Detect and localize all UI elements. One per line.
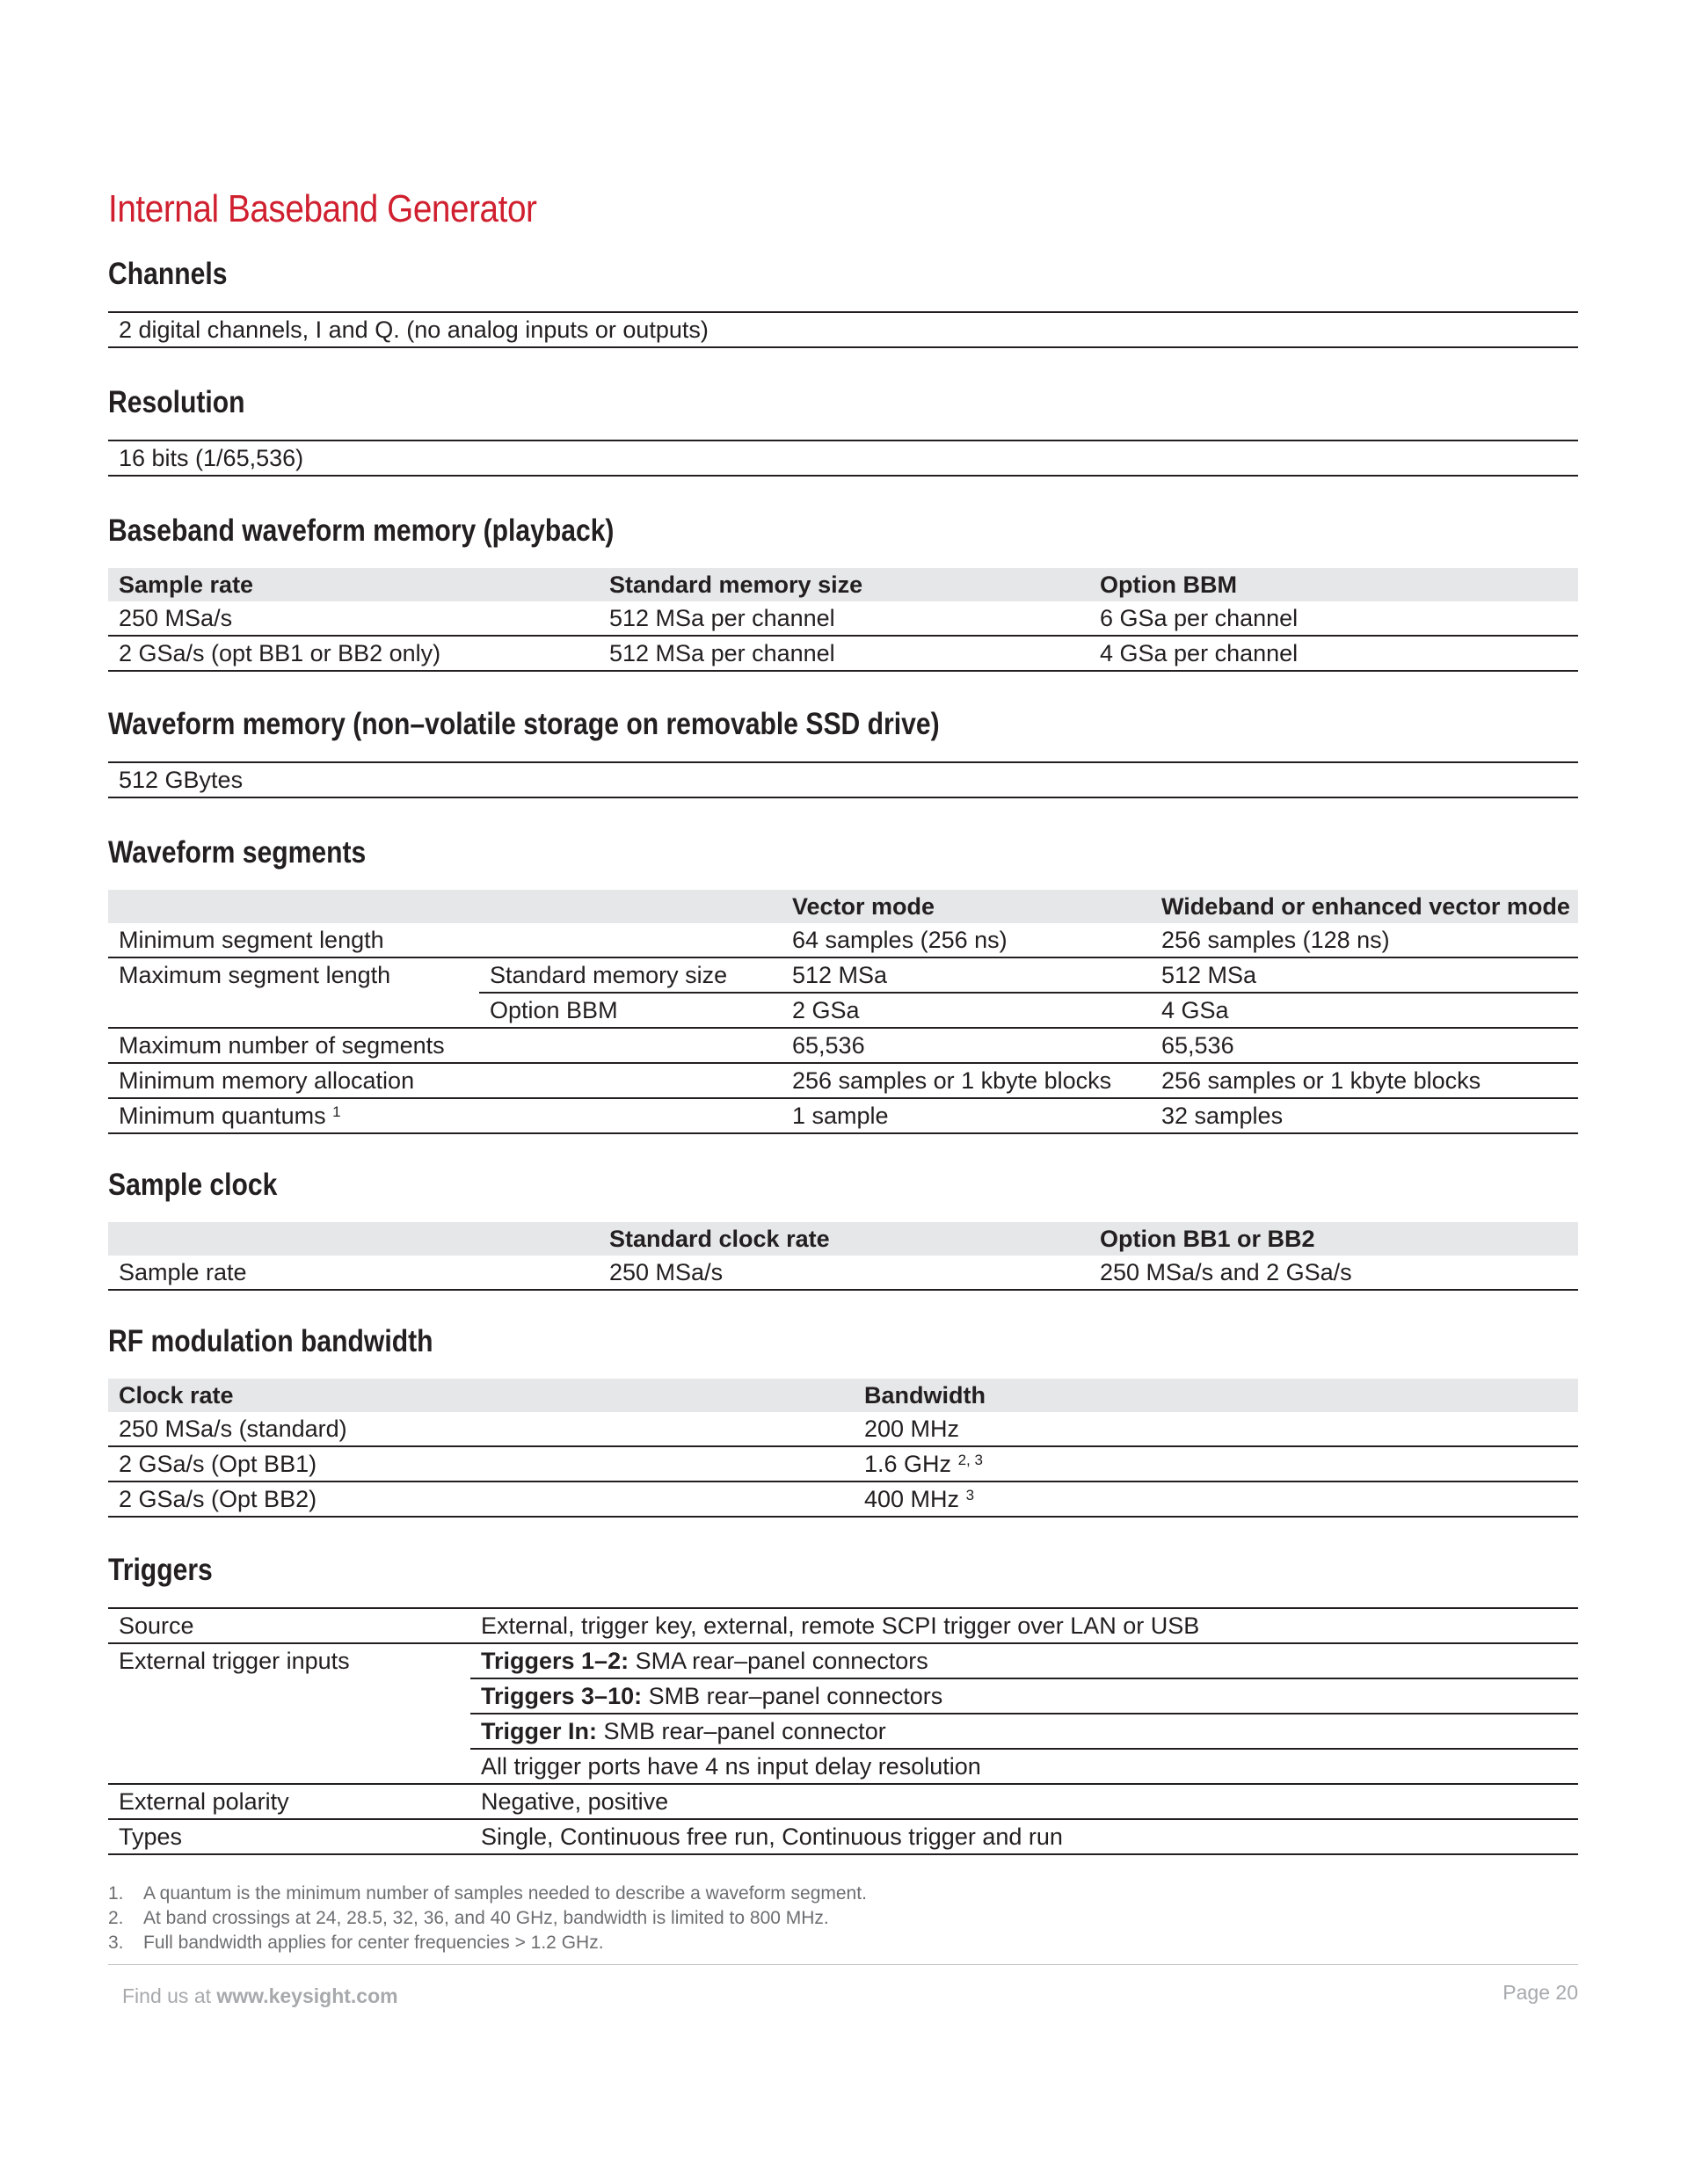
table-row: [108, 1784, 1578, 1819]
row-label: Types: [119, 1824, 183, 1850]
baseband-memory-table: [108, 568, 1578, 672]
wideband-cell: 512 MSa: [1151, 957, 1578, 993]
row-label: Minimum segment length: [108, 923, 479, 957]
footnote-ref: 3: [965, 1487, 975, 1503]
sample-clock-heading: Sample clock: [108, 1168, 278, 1202]
waveform-memory-table: [108, 761, 1578, 798]
table-row: [108, 1412, 1578, 1446]
table-cell: 1.6 GHz $^{2, 3}$: [864, 1451, 983, 1477]
table-row: [108, 993, 1578, 1028]
row-sub: Standard memory size: [479, 957, 782, 993]
vector-cell: 256 samples or 1 kbyte blocks: [782, 1063, 1151, 1098]
row-sub: [479, 923, 782, 957]
row-sub: [479, 1063, 782, 1098]
table-row: [108, 1446, 1578, 1481]
column-header-vector: Vector mode: [792, 893, 935, 920]
channels-table: [108, 311, 1578, 348]
table-cell: 200 MHz: [864, 1416, 960, 1442]
table-row: [108, 923, 1578, 957]
segments-section: [108, 834, 1578, 1134]
table-row: [108, 1063, 1578, 1098]
channels-value: 2 digital channels, I and Q. (no analog inputs or outputs): [119, 317, 709, 343]
table-row: [108, 1028, 1578, 1063]
table-row: [108, 1608, 1578, 1643]
footnotes: [108, 1882, 1578, 1955]
row-label: External polarity: [119, 1788, 289, 1815]
footnote-ref: 1: [332, 1103, 341, 1120]
segments-table: [108, 890, 1578, 1134]
waveform-memory-value: 512 GBytes: [119, 767, 244, 793]
table-header-row: [108, 1222, 1578, 1256]
row-label: Source: [119, 1613, 194, 1639]
table-row: [108, 1714, 1578, 1749]
table-row: [108, 1098, 1578, 1133]
wideband-cell: 32 samples: [1151, 1098, 1578, 1133]
table-cell: 250 MSa/s: [609, 1259, 724, 1285]
vector-cell: 2 GSa: [782, 993, 1151, 1028]
sample-clock-table: [108, 1222, 1578, 1291]
footer: [108, 1981, 1578, 2020]
table-cell: Trigger In: SMB rear–panel connector: [470, 1714, 1578, 1749]
column-header: Standard memory size: [609, 571, 863, 598]
channels-heading: Channels: [108, 257, 228, 291]
vector-cell: 64 samples (256 ns): [782, 923, 1151, 957]
table-cell: 250 MSa/s: [119, 605, 233, 631]
table-cell: 4 GSa per channel: [1100, 640, 1299, 666]
table-cell: 2 GSa/s (Opt BB1): [119, 1451, 317, 1477]
column-header-clock: Clock rate: [119, 1382, 234, 1409]
table-row: [108, 1749, 1578, 1784]
table-row: [108, 1256, 1578, 1290]
triggers-section: [108, 1551, 1578, 1855]
row-label: Sample rate: [119, 1259, 247, 1285]
column-header-option: Option BB1 or BB2: [1100, 1226, 1315, 1252]
table-row: [108, 1678, 1578, 1714]
table-cell: 250 MSa/s and 2 GSa/s: [1100, 1259, 1352, 1285]
table-row: [108, 636, 1578, 671]
wideband-cell: 65,536: [1151, 1028, 1578, 1063]
vector-cell: 1 sample: [782, 1098, 1151, 1133]
footnote-ref: 2, 3: [957, 1452, 983, 1468]
rf-bandwidth-heading: RF modulation bandwidth: [108, 1324, 433, 1358]
segments-heading: Waveform segments: [108, 835, 367, 870]
row-sub: [479, 1028, 782, 1063]
resolution-section: [108, 383, 1578, 477]
waveform-memory-section: [108, 705, 1578, 798]
table-row: [108, 1643, 1578, 1678]
page-number: Page 20: [1502, 1981, 1578, 2004]
triggers-heading: Triggers: [108, 1553, 213, 1587]
wideband-cell: 4 GSa: [1151, 993, 1578, 1028]
row-label: External trigger inputs: [119, 1648, 350, 1674]
table-cell: 6 GSa per channel: [1100, 605, 1299, 631]
row-label: Maximum number of segments: [108, 1028, 479, 1063]
spec-page: [108, 185, 1578, 2020]
page-title: Internal Baseband Generator: [108, 187, 537, 230]
table-header-row: [108, 568, 1578, 601]
table-row: [108, 601, 1578, 636]
table-cell: 2 GSa/s (opt BB1 or BB2 only): [119, 640, 441, 666]
table-cell: Negative, positive: [481, 1788, 669, 1815]
table-cell: Triggers 3–10: SMB rear–panel connectors: [470, 1678, 1578, 1714]
baseband-memory-heading: Baseband waveform memory (playback): [108, 513, 615, 548]
table-cell: Triggers 1–2: SMA rear–panel connectors: [470, 1643, 1578, 1678]
table-header-row: [108, 1379, 1578, 1412]
sample-clock-section: [108, 1166, 1578, 1291]
wideband-cell: 256 samples or 1 kbyte blocks: [1151, 1063, 1578, 1098]
table-row: [108, 1481, 1578, 1517]
table-cell: 512 MSa per channel: [609, 605, 835, 631]
channels-section: [108, 255, 1578, 348]
footnote: 1. A quantum is the minimum number of samples needed to describe a waveform segment.: [108, 1883, 867, 1904]
resolution-table: [108, 440, 1578, 477]
table-cell: 2 GSa/s (Opt BB2): [119, 1486, 317, 1512]
baseband-memory-section: [108, 512, 1578, 672]
vector-cell: 65,536: [782, 1028, 1151, 1063]
table-cell: 250 MSa/s (standard): [119, 1416, 347, 1442]
table-cell: 512 MSa per channel: [609, 640, 835, 666]
table-row: [108, 1819, 1578, 1854]
row-sub: [479, 1098, 782, 1133]
table-cell: All trigger ports have 4 ns input delay resolution: [481, 1753, 981, 1780]
column-header: Option BBM: [1100, 571, 1237, 598]
table-header-row: [108, 890, 1578, 923]
column-header-bandwidth: Bandwidth: [864, 1382, 986, 1409]
footnote: 2. At band crossings at 24, 28.5, 32, 36, and 40 GHz, bandwidth is limited to 800 MHz.: [108, 1908, 829, 1928]
row-sub: Option BBM: [479, 993, 782, 1028]
resolution-heading: Resolution: [108, 385, 245, 419]
footer-link-text: Find us at www.keysight.com: [122, 1984, 398, 2007]
footer-divider: [108, 1964, 1578, 1965]
table-cell: Single, Continuous free run, Continuous trigger and run: [481, 1824, 1063, 1850]
footnote: 3. Full bandwidth applies for center frequencies > 1.2 GHz.: [108, 1933, 604, 1953]
column-header: Sample rate: [119, 571, 254, 598]
row-label: [108, 993, 479, 1028]
rf-bandwidth-table: [108, 1379, 1578, 1518]
table-row: [108, 957, 1578, 993]
row-label: Maximum segment length: [119, 962, 391, 988]
row-label: Minimum memory allocation: [108, 1063, 479, 1098]
table-cell: External, trigger key, external, remote SCPI trigger over LAN or USB: [481, 1613, 1200, 1639]
resolution-value: 16 bits (1/65,536): [119, 445, 304, 471]
vector-cell: 512 MSa: [782, 957, 1151, 993]
column-header-wideband: Wideband or enhanced vector mode: [1161, 893, 1570, 920]
website-link[interactable]: www.keysight.com: [216, 1984, 398, 2007]
wideband-cell: 256 samples (128 ns): [1151, 923, 1578, 957]
column-header-standard: Standard clock rate: [609, 1226, 830, 1252]
triggers-table: [108, 1607, 1578, 1855]
row-label: Minimum quantums $^1$: [108, 1098, 479, 1133]
waveform-memory-heading: Waveform memory (non–volatile storage on removable SSD drive): [108, 707, 940, 741]
rf-bandwidth-section: [108, 1322, 1578, 1518]
table-cell: 400 MHz $^3$: [864, 1486, 975, 1512]
